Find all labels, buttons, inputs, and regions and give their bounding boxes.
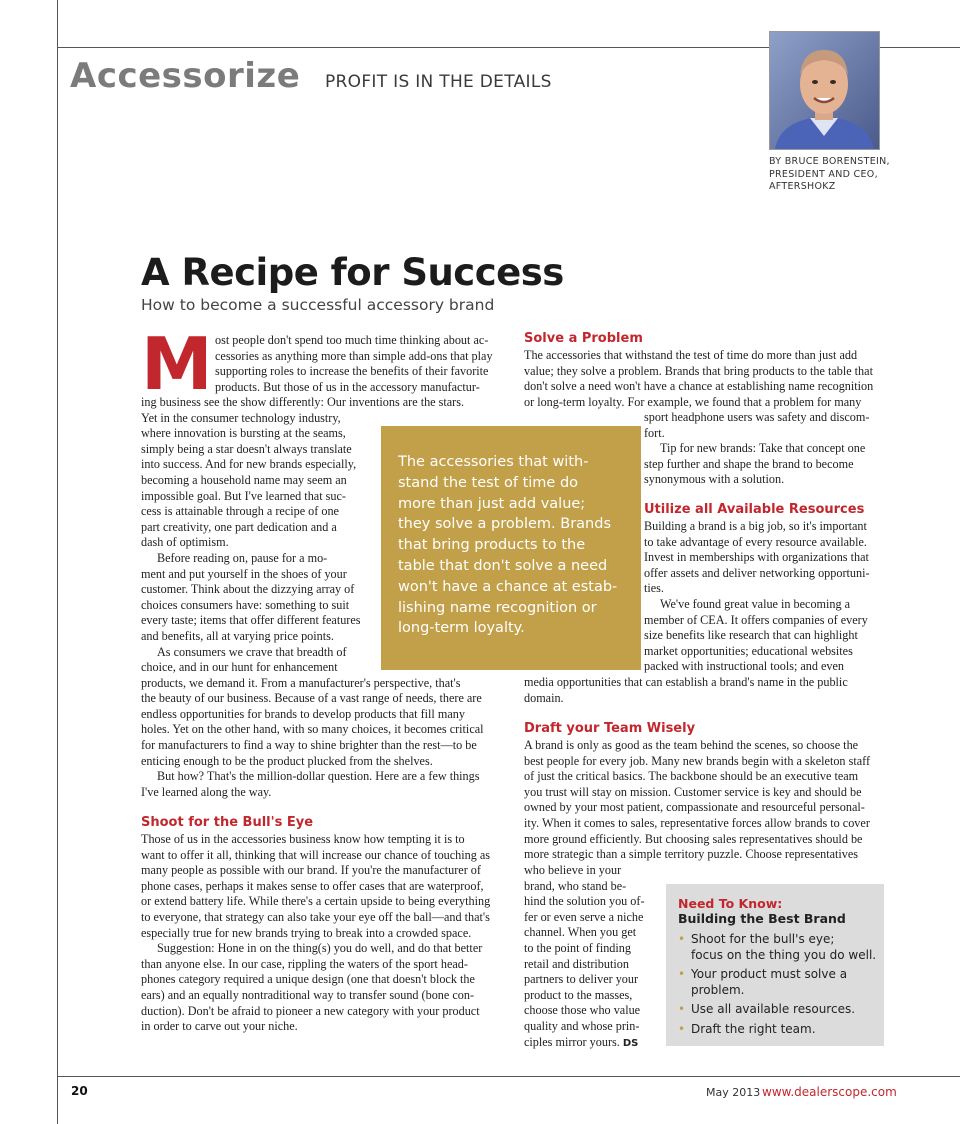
website-link[interactable]: www.dealerscope.com bbox=[762, 1085, 897, 1099]
text-line: enticing enough to be the product plucked from the shelves. bbox=[141, 753, 433, 768]
list-item-text: focus on the thing you do well. bbox=[691, 947, 877, 962]
text-line: ity. When it comes to sales, representative forces allow brands to cover bbox=[524, 815, 870, 830]
text-line: fer or even serve a niche bbox=[524, 909, 644, 924]
intro-paragraph bbox=[215, 333, 500, 395]
text-line: market opportunities; educational websites bbox=[644, 643, 853, 658]
text-line: holes. Yet on the other hand, with so many choices, it becomes critical bbox=[141, 722, 484, 737]
text-line: cess is attainable through a recipe of one bbox=[141, 504, 339, 519]
text-line: retail and distribution bbox=[524, 956, 629, 971]
drop-cap: M bbox=[141, 322, 213, 406]
section-heading-solve-problem: Solve a Problem bbox=[524, 331, 643, 346]
list-item bbox=[678, 1022, 878, 1038]
byline bbox=[769, 156, 919, 194]
text-line: ost people don't spend too much time thinking about ac- bbox=[215, 333, 489, 347]
section-resources-body-bottom bbox=[524, 675, 889, 706]
text-line: endless opportunities for brands to develop products that fill many bbox=[141, 706, 465, 721]
text-line: duction). Don't be afraid to pioneer a new category with your product bbox=[141, 1003, 480, 1018]
text-line: simply being a star doesn't always translate bbox=[141, 441, 352, 456]
text-line: ment and put yourself in the shoes of your bbox=[141, 566, 347, 581]
text-line: want to offer it all, thinking that will increase our chance of touching as bbox=[141, 847, 491, 862]
section-heading-resources: Utilize all Available Resources bbox=[644, 502, 865, 517]
text-line: As consumers we crave that breadth of bbox=[157, 644, 347, 659]
list-item-text: Use all available resources. bbox=[691, 1002, 856, 1016]
text-line: sport headphone users was safety and discom- bbox=[644, 410, 870, 424]
text-line: choose those who value bbox=[524, 1003, 641, 1018]
text-line: or extend battery life. While there's a certain upside to being everything bbox=[141, 894, 491, 909]
text-line: more strategic than a simple territory puzzle. Choose representatives bbox=[524, 847, 859, 862]
text-line: lishing name recognition or bbox=[398, 599, 597, 616]
text-line: in order to carve out your niche. bbox=[141, 1019, 298, 1034]
text-line: cessories as anything more than simple add-ons that play bbox=[215, 348, 493, 363]
text-line: the beauty of our business. Because of a vast range of needs, there are bbox=[141, 691, 482, 706]
left-rule bbox=[57, 0, 58, 1124]
list-item-text: Your product must solve a bbox=[691, 967, 848, 981]
text-line: supporting roles to increase the benefits of their favorite bbox=[215, 364, 489, 379]
text-line: customer. Think about the dizzying array of bbox=[141, 582, 355, 597]
bullet-icon: • bbox=[678, 1002, 686, 1016]
text-line-final: ciples mirror yours. bbox=[524, 1034, 620, 1049]
text-line: to take advantage of every resource available. bbox=[644, 534, 867, 549]
list-item-text: Shoot for the bull's eye; bbox=[691, 932, 835, 946]
text-line: Building a brand is a big job, so it's important bbox=[644, 519, 867, 533]
text-line: than anyone else. In our case, rippling the waters of the sport head- bbox=[141, 956, 468, 971]
text-line: Those of us in the accessories business know how tempting it is to bbox=[141, 832, 465, 846]
section-heading-bulls-eye: Shoot for the Bull's Eye bbox=[141, 815, 314, 830]
text-line: becoming a household name may seem an bbox=[141, 472, 347, 487]
text-line: choice, and in our hunt for enhancement bbox=[141, 660, 338, 675]
text-line: into success. And for new brands especially, bbox=[141, 457, 357, 472]
bullet-icon: • bbox=[678, 1021, 686, 1036]
text-line: they solve a problem. Brands bbox=[398, 516, 612, 533]
text-line: more than just add value; bbox=[398, 495, 586, 512]
text-line: who believe in your bbox=[524, 863, 622, 877]
text-line: stand the test of time do bbox=[398, 474, 579, 491]
text-line: owned by your most patient, compassionate and resourceful personal- bbox=[524, 800, 865, 815]
byline-name: BY BRUCE BORENSTEIN, bbox=[769, 156, 890, 167]
article-subtitle: How to become a successful accessory brand bbox=[141, 296, 495, 314]
text-line bbox=[524, 1035, 664, 1052]
section-brand: Accessorize bbox=[70, 56, 301, 96]
text-line: quality and whose prin- bbox=[524, 1018, 640, 1033]
text-line: offer assets and deliver networking opportuni- bbox=[644, 565, 870, 580]
section-bulls-eye-body bbox=[141, 832, 506, 1035]
list-item bbox=[678, 967, 878, 998]
text-line: Invest in memberships with organizations that bbox=[644, 550, 869, 565]
sidebar-title: Need To Know: bbox=[678, 896, 783, 911]
text-line: Yet in the consumer technology industry, bbox=[141, 410, 341, 425]
text-line: impossible goal. But I've learned that suc- bbox=[141, 488, 346, 503]
text-line: I've learned along the way. bbox=[141, 784, 272, 799]
sidebar-list bbox=[678, 932, 878, 1041]
sidebar-subtitle: Building the Best Brand bbox=[678, 911, 846, 926]
text-line: won't have a chance at estab- bbox=[398, 578, 618, 595]
text-line: phones category required a unique design (one that doesn't block the bbox=[141, 972, 475, 987]
text-line: dash of optimism. bbox=[141, 535, 229, 550]
text-line: products, we demand it. From a manufacturer's perspective, that's bbox=[141, 675, 461, 690]
text-line: step further and shape the brand to become bbox=[644, 456, 854, 471]
text-line: packed with instructional tools; and even bbox=[644, 659, 845, 674]
text-line: size benefits like research that can highlight bbox=[644, 628, 858, 643]
list-item-text: Draft the right team. bbox=[691, 1021, 816, 1036]
text-line: partners to deliver your bbox=[524, 972, 639, 987]
section-heading-team: Draft your Team Wisely bbox=[524, 721, 696, 736]
text-line: to the point of finding bbox=[524, 940, 631, 955]
text-line: part creativity, one part dedication and a bbox=[141, 519, 337, 534]
text-line: media opportunities that can establish a brand's name in the public bbox=[524, 675, 848, 689]
text-line: domain. bbox=[524, 690, 564, 705]
section-solve-problem-body-top bbox=[524, 348, 889, 410]
bottom-rule bbox=[57, 1076, 960, 1077]
text-line: channel. When you get bbox=[524, 925, 637, 940]
author-portrait-image bbox=[770, 32, 879, 149]
text-line: table that don't solve a need bbox=[398, 557, 608, 574]
list-item bbox=[678, 1002, 878, 1018]
issue-date: May 2013 bbox=[706, 1086, 761, 1099]
text-line: member of CEA. It offers companies of every bbox=[644, 612, 868, 627]
text-line: Suggestion: Hone in on the thing(s) you do well, and do that better bbox=[157, 941, 483, 956]
text-line: Tip for new brands: Take that concept one bbox=[660, 441, 866, 456]
list-item-text: problem. bbox=[691, 982, 745, 997]
text-line: long-term loyalty. bbox=[398, 620, 525, 637]
text-line: ing business see the show differently: Our inventions are the stars. bbox=[141, 395, 465, 409]
text-line: choices consumers have: something to suit bbox=[141, 597, 350, 612]
byline-company: AFTERSHOKZ bbox=[769, 181, 836, 192]
text-line: products. But those of us in the accessory manufactur- bbox=[215, 379, 480, 394]
text-line: and benefits, all at varying price points. bbox=[141, 628, 334, 643]
text-line: where innovation is bursting at the seams, bbox=[141, 426, 346, 441]
pull-quote-text bbox=[398, 452, 630, 639]
text-line: We've found great value in becoming a bbox=[660, 596, 851, 611]
text-line: for manufacturers to find a way to shine brighter than the rest—to be bbox=[141, 738, 477, 753]
text-line: don't solve a need won't have a chance at establishing name recognition bbox=[524, 379, 874, 394]
text-line: many people as possible with our brand. If you're the manufacturer of bbox=[141, 863, 481, 878]
text-line: to everyone, that strategy can also take your eye off the ball—and that's bbox=[141, 909, 490, 924]
text-line: or long-term loyalty. For example, we found that a problem for many bbox=[524, 394, 862, 409]
text-line: of just the critical basics. The backbone should be an executive team bbox=[524, 769, 859, 784]
article-title: A Recipe for Success bbox=[141, 251, 564, 294]
text-line: But how? That's the million-dollar question. Here are a few things bbox=[157, 769, 480, 784]
text-line: especially true for new brands trying to break into a crowded space. bbox=[141, 925, 472, 940]
list-item bbox=[678, 932, 878, 963]
text-line: ties. bbox=[644, 581, 664, 596]
section-solve-problem-body-wrap bbox=[644, 410, 889, 488]
text-line: you trust will stay on mission. Customer service is key and should be bbox=[524, 784, 862, 799]
section-tagline: PROFIT IS IN THE DETAILS bbox=[325, 72, 552, 92]
text-line: product to the masses, bbox=[524, 987, 633, 1002]
text-line: A brand is only as good as the team behind the scenes, so choose the bbox=[524, 738, 859, 752]
text-line: fort. bbox=[644, 425, 665, 440]
text-line: best people for every job. Many new brands begin with a skeleton staff bbox=[524, 753, 871, 768]
text-line: ears) and an equally nontraditional way to transfer sound (bone con- bbox=[141, 987, 475, 1002]
bullet-icon: • bbox=[678, 932, 686, 946]
author-photo bbox=[769, 31, 880, 150]
text-line: hind the solution you of- bbox=[524, 894, 645, 909]
section-team-body-top bbox=[524, 738, 889, 863]
end-mark: DS bbox=[622, 1037, 639, 1049]
text-line: every taste; items that offer different features bbox=[141, 613, 361, 628]
byline-title: PRESIDENT AND CEO, bbox=[769, 168, 878, 180]
text-line: The accessories that with- bbox=[398, 454, 589, 470]
text-line: phone cases, perhaps it makes sense to offer cases that are waterproof, bbox=[141, 878, 484, 893]
text-line: brand, who stand be- bbox=[524, 878, 627, 893]
text-line: Before reading on, pause for a mo- bbox=[157, 550, 328, 565]
page-number: 20 bbox=[71, 1084, 88, 1098]
bullet-icon: • bbox=[678, 967, 686, 981]
text-line: more ground efficiently. But choosing sales representatives should be bbox=[524, 831, 863, 846]
text-line: value; they solve a problem. Brands that bring products to the table that bbox=[524, 363, 873, 378]
text-line: synonymous with a solution. bbox=[644, 472, 785, 487]
section-resources-body-wrap bbox=[644, 519, 889, 675]
section-team-body-narrow bbox=[524, 863, 664, 1051]
text-line: The accessories that withstand the test of time do more than just add bbox=[524, 348, 858, 362]
text-line: that bring products to the bbox=[398, 537, 586, 554]
